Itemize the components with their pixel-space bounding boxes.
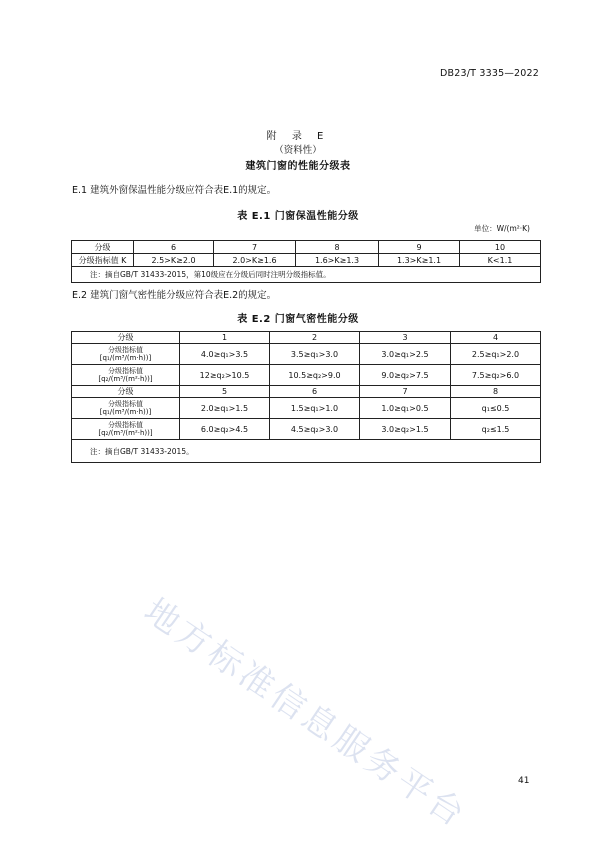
table-row bbox=[72, 419, 541, 440]
table-cell: 分级 bbox=[72, 386, 180, 398]
table-e1-unit: 单位：W/(m²·K) bbox=[474, 224, 530, 233]
index-label: 分级指标值 bbox=[108, 400, 143, 408]
q1-unit-label: [q₁/(m³/(m·h))] bbox=[99, 408, 152, 416]
table-cell bbox=[72, 344, 180, 365]
index-label: 分级指标值 bbox=[108, 346, 143, 354]
watermark: 地方标准信息服务平台 bbox=[136, 590, 475, 837]
table-cell: 2.0>K≥1.6 bbox=[214, 254, 296, 267]
index-label: 分级指标值 bbox=[108, 421, 143, 429]
table-cell: 分级指标值 K bbox=[72, 254, 134, 267]
table-row bbox=[72, 398, 541, 419]
table-cell: 7.5≥q₂>6.0 bbox=[451, 365, 541, 386]
table-cell: 1.3>K≥1.1 bbox=[379, 254, 460, 267]
table-cell: 10 bbox=[460, 241, 541, 254]
clause-e2: E.2 建筑门窗气密性能分级应符合表E.2的规定。 bbox=[72, 290, 277, 301]
table-cell bbox=[72, 419, 180, 440]
table-row bbox=[72, 365, 541, 386]
table-cell: 3.0≥q₁>2.5 bbox=[360, 344, 451, 365]
appendix-title: 附 录 E bbox=[266, 131, 330, 142]
table-row bbox=[72, 332, 541, 344]
table-note-row bbox=[72, 267, 541, 283]
table-cell: 1.5≥q₁>1.0 bbox=[270, 398, 360, 419]
table-cell: 1 bbox=[180, 332, 270, 344]
appendix-nature: （资料性） bbox=[274, 145, 322, 156]
index-label: 分级指标值 bbox=[108, 367, 143, 375]
q2-unit-label: [q₂/(m³/(m²·h))] bbox=[98, 429, 153, 437]
table-cell: 2.5≥q₁>2.0 bbox=[451, 344, 541, 365]
table-cell: 4.5≥q₂>3.0 bbox=[270, 419, 360, 440]
table-cell: 2.5>K≥2.0 bbox=[134, 254, 214, 267]
table-e1-note: 注：摘自GB/T 31433-2015，第10级应在分级后同时注明分级指标值。 bbox=[72, 267, 541, 283]
table-cell: 8 bbox=[296, 241, 379, 254]
table-e1 bbox=[71, 240, 541, 283]
table-cell bbox=[72, 365, 180, 386]
page-number: 41 bbox=[518, 776, 530, 786]
table-cell: 1.6>K≥1.3 bbox=[296, 254, 379, 267]
table-e2-caption: 表 E.2 门窗气密性能分级 bbox=[237, 314, 359, 325]
table-row bbox=[72, 241, 541, 254]
table-cell: 5 bbox=[180, 386, 270, 398]
appendix-subtitle: 建筑门窗的性能分级表 bbox=[245, 161, 351, 172]
table-cell: 8 bbox=[451, 386, 541, 398]
table-row bbox=[72, 344, 541, 365]
table-e2-note: 注：摘自GB/T 31433-2015。 bbox=[72, 440, 541, 463]
table-cell: 12≥q₂>10.5 bbox=[180, 365, 270, 386]
table-cell: 6 bbox=[134, 241, 214, 254]
table-cell: 2 bbox=[270, 332, 360, 344]
table-row bbox=[72, 254, 541, 267]
table-cell: 分级 bbox=[72, 332, 180, 344]
table-cell: 7 bbox=[214, 241, 296, 254]
table-cell: 3 bbox=[360, 332, 451, 344]
table-cell: 6 bbox=[270, 386, 360, 398]
table-cell: q₁≤0.5 bbox=[451, 398, 541, 419]
table-e2 bbox=[71, 331, 541, 463]
table-cell: 3.0≥q₂>1.5 bbox=[360, 419, 451, 440]
table-cell: 2.0≥q₁>1.5 bbox=[180, 398, 270, 419]
table-cell: 4 bbox=[451, 332, 541, 344]
table-cell: 分级 bbox=[72, 241, 134, 254]
clause-e1: E.1 建筑外窗保温性能分级应符合表E.1的规定。 bbox=[72, 185, 277, 196]
table-row bbox=[72, 386, 541, 398]
table-cell: 3.5≥q₁>3.0 bbox=[270, 344, 360, 365]
table-cell: K<1.1 bbox=[460, 254, 541, 267]
table-cell: 4.0≥q₁>3.5 bbox=[180, 344, 270, 365]
table-cell bbox=[72, 398, 180, 419]
table-cell: 7 bbox=[360, 386, 451, 398]
table-note-row bbox=[72, 440, 541, 463]
table-cell: 10.5≥q₂>9.0 bbox=[270, 365, 360, 386]
table-e1-caption: 表 E.1 门窗保温性能分级 bbox=[237, 211, 359, 222]
q1-unit-label: [q₁/(m³/(m·h))] bbox=[99, 354, 152, 362]
table-cell: q₂≤1.5 bbox=[451, 419, 541, 440]
standard-number: DB23/T 3335—2022 bbox=[440, 68, 539, 79]
table-cell: 9 bbox=[379, 241, 460, 254]
q2-unit-label: [q₂/(m³/(m²·h))] bbox=[98, 375, 153, 383]
table-cell: 6.0≥q₂>4.5 bbox=[180, 419, 270, 440]
table-cell: 9.0≥q₂>7.5 bbox=[360, 365, 451, 386]
table-cell: 1.0≥q₁>0.5 bbox=[360, 398, 451, 419]
